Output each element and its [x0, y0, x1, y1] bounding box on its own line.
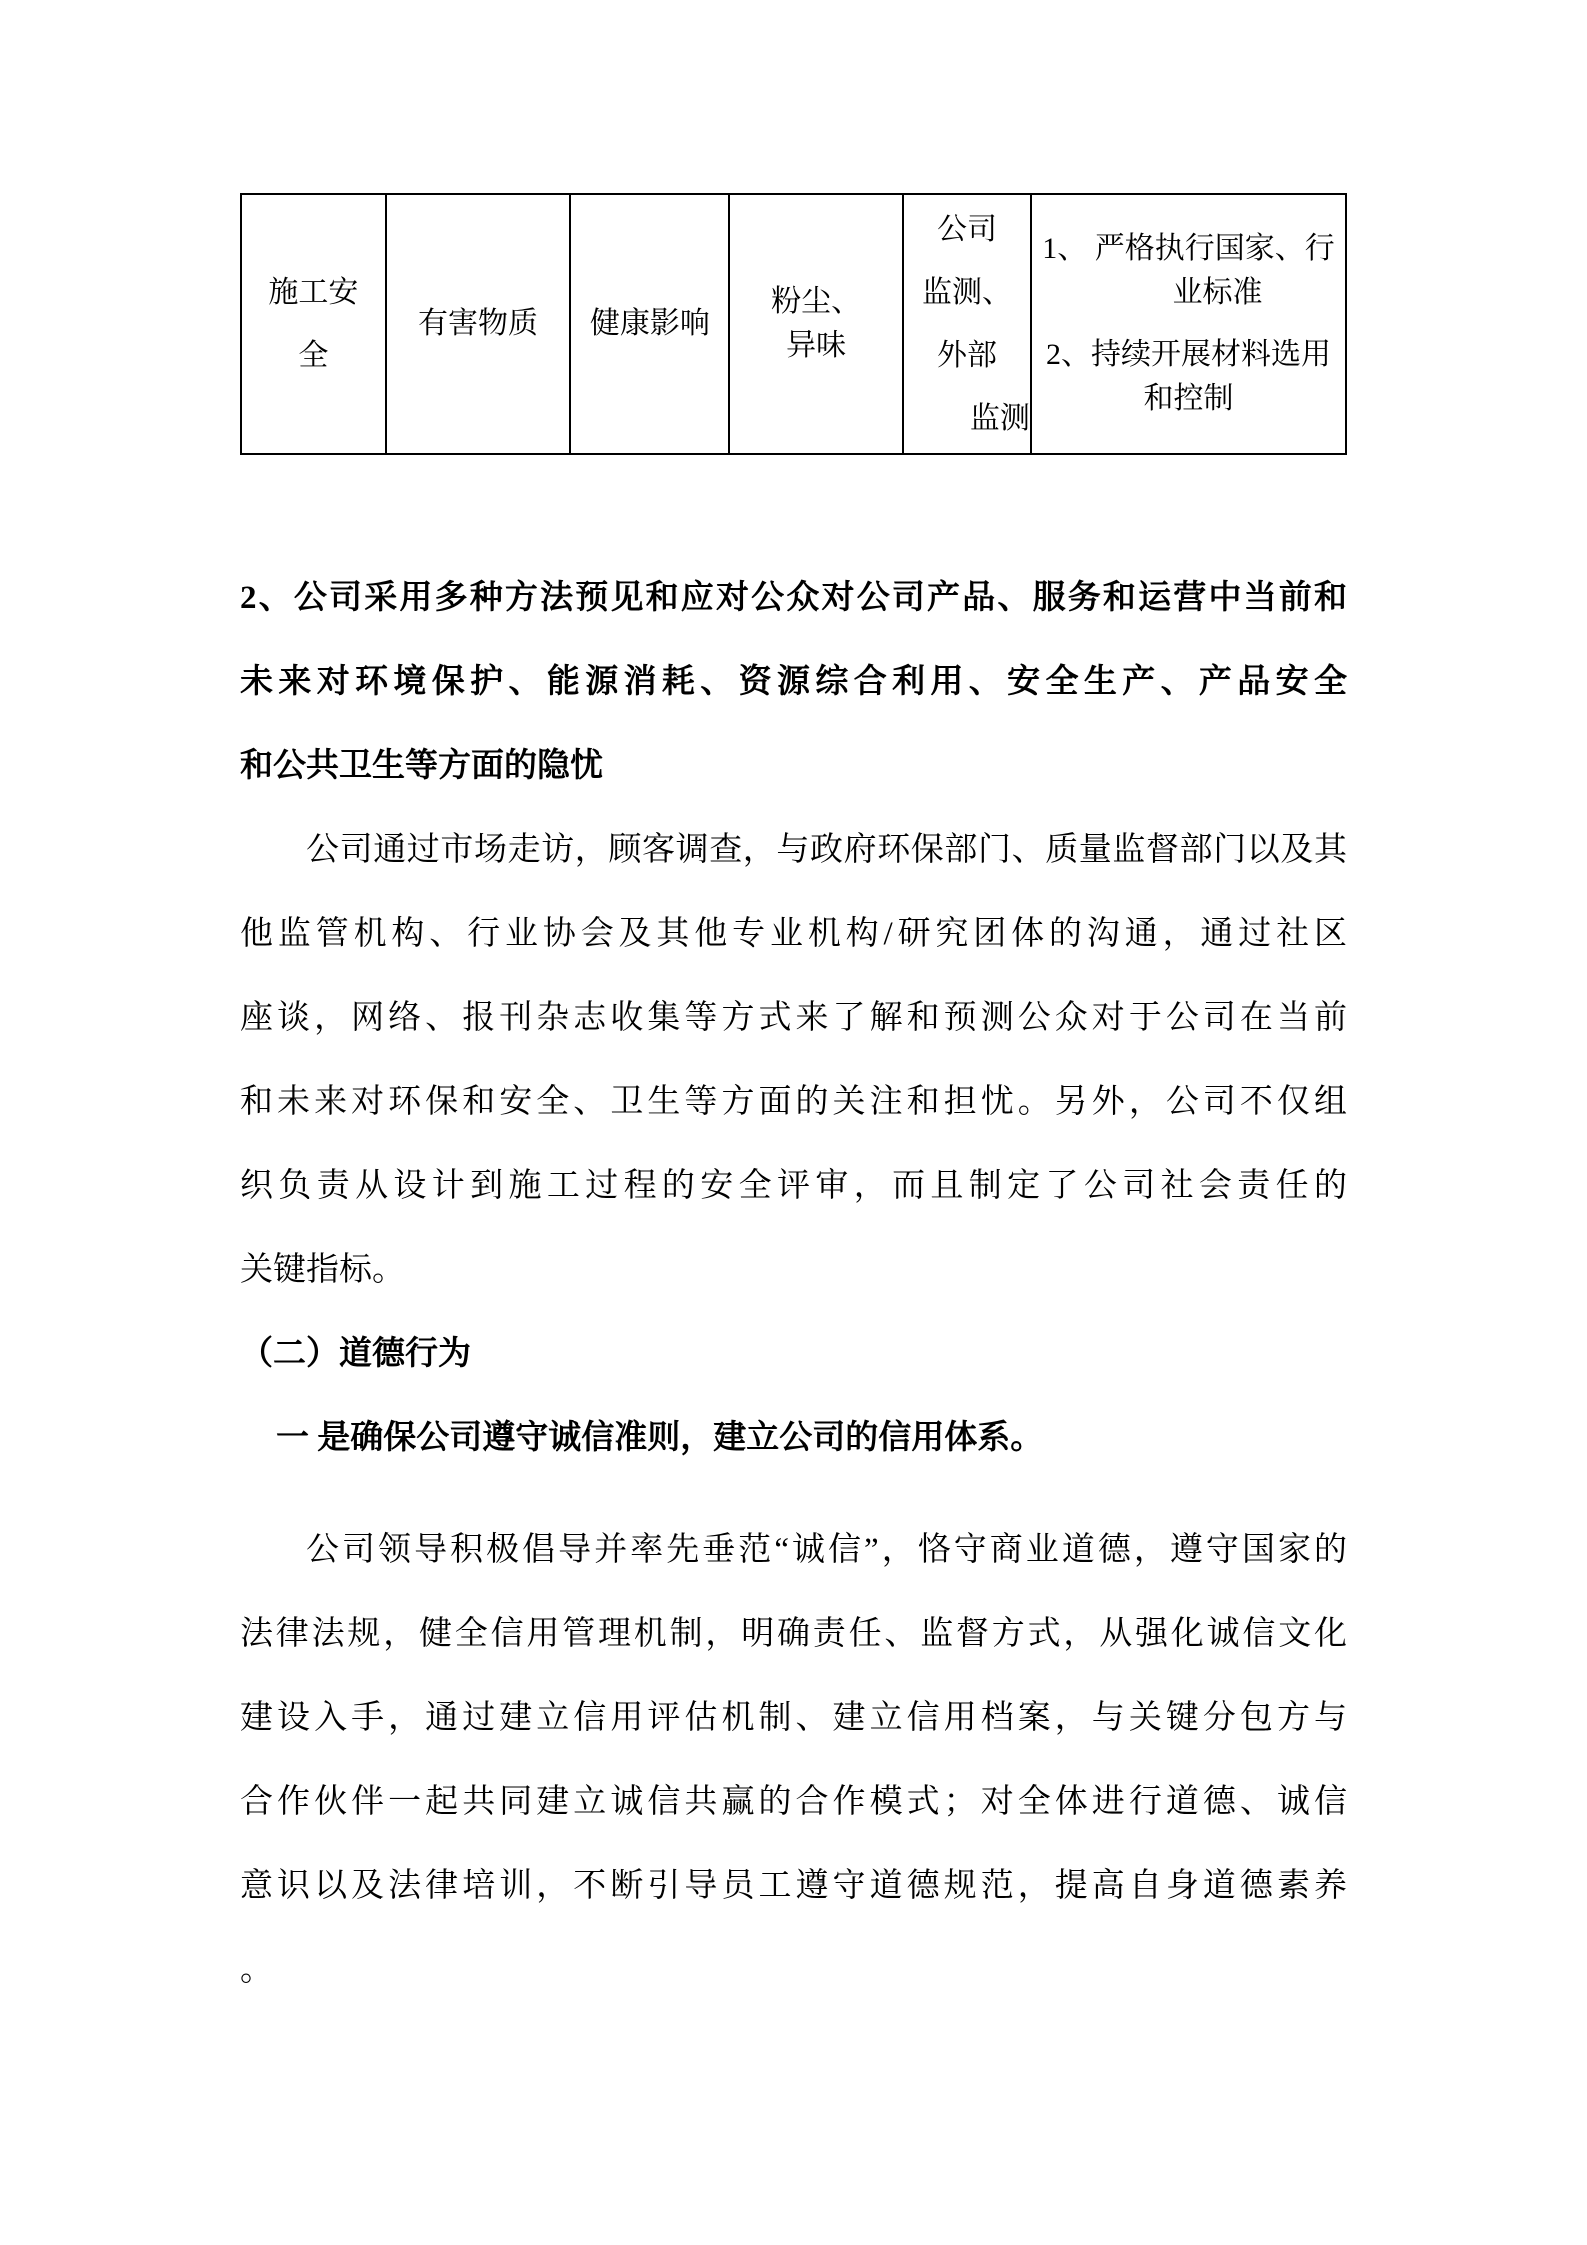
paragraph-integrity [240, 1508, 1347, 2012]
paragraph-line: 织负责从设计到施工过程的安全评审，而且制定了公司社会责任的 [240, 1168, 1347, 1204]
cell-category [241, 194, 386, 454]
paragraph-line: 他监管机构、行业协会及其他专业机构/研究团体的沟通，通过社区 [240, 916, 1347, 952]
heading-line: 未来对环境保护、能源消耗、资源综合利用、安全生产、产品安全 [240, 664, 1347, 700]
measure-item-line: 2、持续开展材料选用 [1046, 338, 1332, 371]
paragraph-line: 建设入手，通过建立信用评估机制、建立信用档案，与关键分包方与 [240, 1700, 1347, 1736]
cell-category-line: 施工安 [268, 276, 359, 309]
cell-form [729, 194, 902, 454]
measure-item-line: 业标准 [1172, 276, 1263, 309]
heading-integrity: 一 是确保公司遵守诚信准则，建立公司的信用体系。 [276, 1420, 1044, 1456]
heading-line: 和公共卫生等方面的隐忧 [240, 748, 603, 784]
heading-methods [240, 556, 1347, 808]
paragraph-line: 座谈，网络、报刊杂志收集等方式来了解和预测公众对于公司在当前 [240, 1000, 1347, 1036]
paragraph-line: 法律法规，健全信用管理机制，明确责任、监督方式，从强化诚信文化 [240, 1616, 1347, 1652]
cell-measures [1031, 194, 1346, 454]
cell-impact-text: 健康影响 [589, 307, 710, 340]
paragraph-line: 公司领导积极倡导并率先垂范“诚信”，恪守商业道德，遵守国家的 [306, 1532, 1347, 1568]
cell-form-line: 异味 [786, 329, 847, 362]
paragraph-line: 关键指标。 [240, 1252, 405, 1288]
paragraph-line: 合作伙伴一起共同建立诚信共赢的合作模式；对全体进行道德、诚信 [240, 1784, 1347, 1820]
cell-monitoring-line: 监测、 [921, 276, 1012, 309]
cell-substance-text: 有害物质 [418, 307, 539, 340]
paragraph-line: 和未来对环保和安全、卫生等方面的关注和担忧。另外，公司不仅组 [240, 1084, 1347, 1120]
table-row [241, 194, 1346, 454]
paragraph-line: 。 [240, 1952, 273, 1988]
body-text [240, 556, 1347, 2012]
document-content [240, 193, 1347, 2012]
cell-monitoring-line: 公司 [936, 213, 997, 246]
cell-monitoring [903, 194, 1031, 454]
cell-category-line: 全 [298, 339, 329, 372]
paragraph-line: 公司通过市场走访，顾客调查，与政府环保部门、质量监督部门以及其 [306, 832, 1347, 868]
measure-item-line: 1、 严格执行国家、行 [1042, 232, 1335, 265]
cell-monitoring-line: 外部 [936, 339, 997, 372]
cell-form-line: 粉尘、 [771, 285, 862, 318]
measure-item-line: 和控制 [1143, 382, 1234, 415]
heading-line: 2、公司采用多种方法预见和应对公众对公司产品、服务和运营中当前和 [240, 580, 1347, 616]
cell-monitoring-line: 监测 [969, 402, 1030, 435]
hazard-table [240, 193, 1347, 455]
paragraph-methods [240, 808, 1347, 1312]
cell-impact [570, 194, 729, 454]
cell-substance [386, 194, 571, 454]
paragraph-line: 意识以及法律培训，不断引导员工遵守道德规范，提高自身道德素养 [240, 1868, 1347, 1904]
heading-ethics: （二）道德行为 [240, 1336, 471, 1372]
